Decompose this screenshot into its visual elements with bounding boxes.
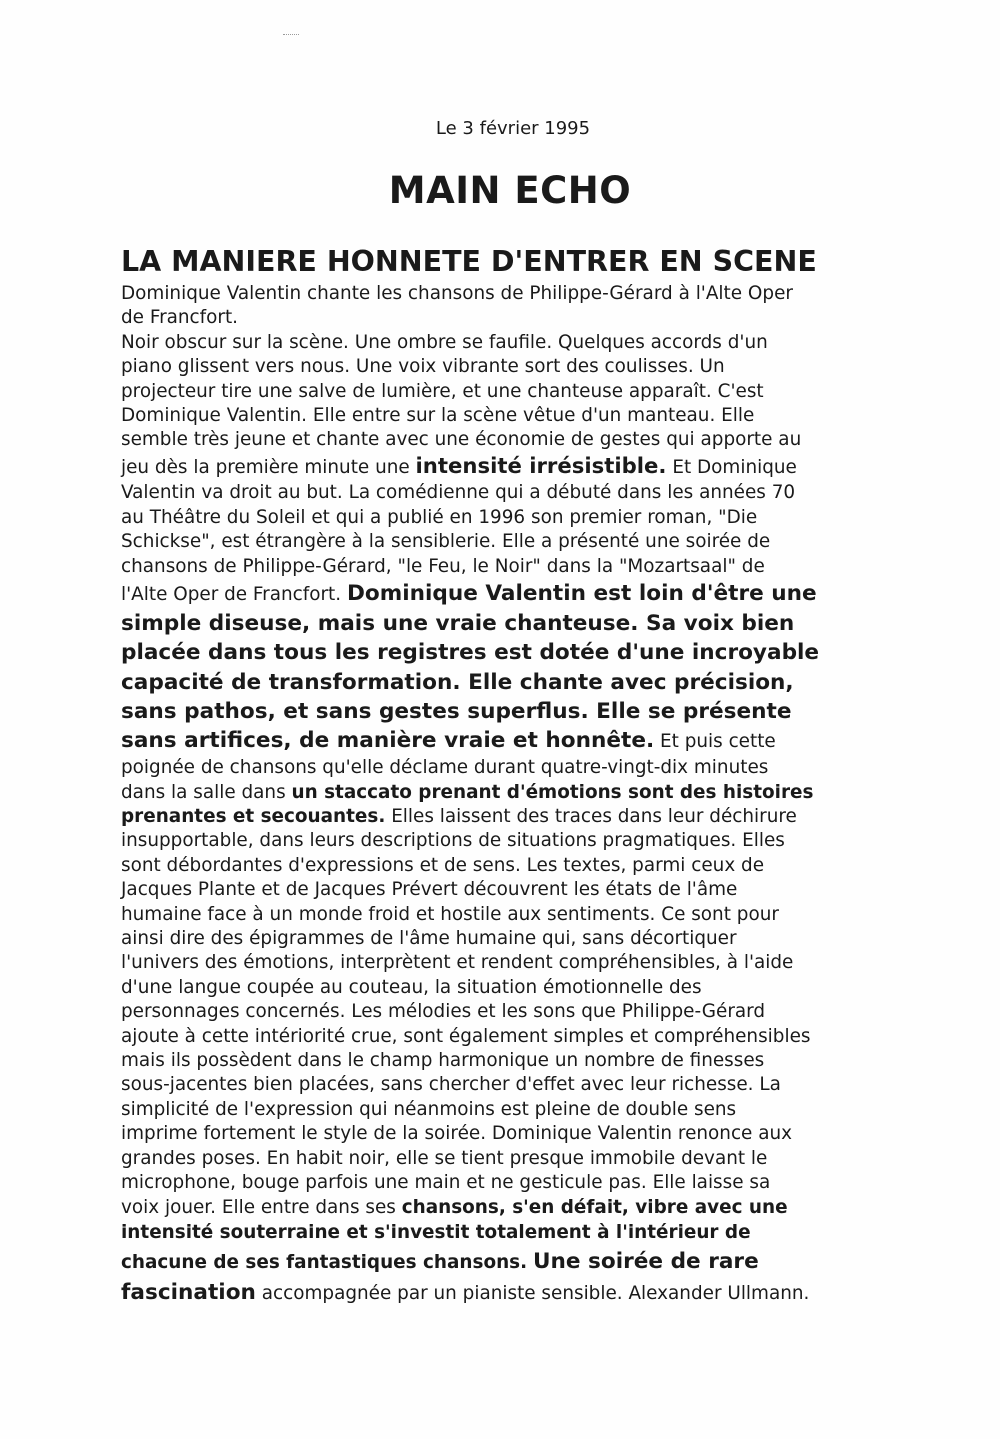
emphasis-text: intensité souterraine et s'investit totalement à l'intérieur de — [121, 1221, 751, 1243]
article-line: insupportable, dans leurs descriptions de situations pragmatiques. Elles — [121, 830, 785, 852]
article-line — [121, 1246, 911, 1278]
emphasis-text: sans pathos, et sans gestes superflus. Elle se présente — [121, 698, 792, 724]
article-body — [121, 282, 911, 1309]
article-line: sont débordantes d'expressions et de sens. Les textes, parmi ceux de — [121, 854, 765, 876]
article-line: chansons de Philippe-Gérard, "le Feu, le Noir" dans la "Mozartsaal" de — [121, 555, 765, 577]
publication-date: Le 3 février 1995 — [435, 118, 591, 139]
article-line: piano glissent vers nous. Une voix vibrante sort des coulisses. Un — [121, 356, 725, 378]
article-line — [121, 668, 911, 697]
article-line — [121, 697, 911, 726]
article-line: grandes poses. En habit noir, elle se tient presque immobile devant le — [121, 1147, 768, 1169]
emphasis-text: fascination — [121, 1280, 256, 1306]
emphasis-text: capacité de transformation. Elle chante avec précision, — [121, 669, 794, 695]
article-line: poignée de chansons qu'elle déclame durant quatre-vingt-dix minutes — [121, 757, 769, 779]
article-line: prenantes et secouantes. Elles laissent des traces dans leur déchirure — [121, 806, 797, 827]
article-line: Valentin va droit au but. La comédienne qui a débuté dans les années 70 — [121, 482, 796, 504]
article-line: Dominique Valentin chante les chansons de Philippe-Gérard à l'Alte Oper — [121, 283, 793, 304]
article-line: de Francfort. — [121, 307, 239, 329]
article-line: Noir obscur sur la scène. Une ombre se faufile. Quelques accords d'un — [121, 331, 768, 353]
newspaper-masthead: MAIN ECHO — [388, 169, 632, 212]
emphasis-text: sans artifices, de manière vraie et honnête. — [121, 727, 655, 753]
article-line: personnages concernés. Les mélodies et les sons que Philippe-Gérard — [121, 1001, 766, 1023]
article-line: Dominique Valentin. Elle entre sur la scène vêtue d'un manteau. Elle — [121, 405, 755, 427]
emphasis-text: simple diseuse, mais une vraie chanteuse. Sa voix bien — [121, 611, 795, 637]
emphasis-text: intensité irrésistible. — [415, 452, 667, 478]
article-line: jeu dès la première minute une intensité irrésistible. Et Dominique — [121, 452, 797, 478]
emphasis-text: prenantes et secouantes. — [121, 806, 386, 827]
article-line: semble très jeune et chante avec une économie de gestes qui apporte au — [121, 429, 802, 451]
article-line: mais ils possèdent dans le champ harmonique un nombre de finesses — [121, 1050, 765, 1072]
article-line: dans la salle dans un staccato prenant d'émotions sont des histoires — [121, 781, 814, 803]
article-line: simplicité de l'expression qui néanmoins est pleine de double sens — [121, 1098, 737, 1120]
article-line: Schickse", est étrangère à la sensiblerie. Elle a présenté une soirée de — [121, 531, 771, 553]
emphasis-text: Dominique Valentin est loin d'être une — [346, 580, 817, 606]
article-line: fascination accompagnée par un pianiste sensible. Alexander Ullmann. — [121, 1280, 810, 1306]
emphasis-text: un staccato prenant d'émotions sont des histoires — [291, 781, 814, 803]
article-line — [121, 1220, 911, 1247]
article-line: sous-jacentes bien placées, sans chercher d'effet avec leur richesse. La — [121, 1074, 781, 1096]
emphasis-text: chansons, s'en défait, vibre avec une — [401, 1196, 788, 1218]
article-line: ajoute à cette intériorité crue, sont également simples et compréhensibles — [121, 1025, 811, 1047]
emphasis-text: chacune de ses fantastiques chansons. — [121, 1252, 528, 1274]
article-line: ainsi dire des épigrammes de l'âme humaine qui, sans décortiquer — [121, 928, 737, 950]
emphasis-text: placée dans tous les registres est dotée d'une incroyable — [121, 640, 820, 666]
article-line: au Théâtre du Soleil et qui a publié en 1996 son premier roman, "Die — [121, 506, 758, 528]
article-line: imprime fortement le style de la soirée. Dominique Valentin renonce aux — [121, 1123, 793, 1145]
article-line: projecteur tire une salve de lumière, et une chanteuse apparaît. C'est — [121, 380, 764, 402]
article-line — [121, 609, 911, 638]
article-line: l'univers des émotions, interprètent et rendent compréhensibles, à l'aide — [121, 952, 794, 974]
scan-speck — [283, 34, 299, 37]
article-headline: LA MANIERE HONNETE D'ENTRER EN SCENE — [121, 245, 817, 278]
article-line: sans artifices, de manière vraie et honnête. Et puis cette — [121, 727, 776, 753]
article-line: Jacques Plante et de Jacques Prévert découvrent les états de l'âme — [121, 879, 738, 901]
article-line: voix jouer. Elle entre dans ses chansons, s'en défait, vibre avec une — [121, 1196, 788, 1218]
emphasis-text: Une soirée de rare — [532, 1249, 759, 1275]
article-line: l'Alte Oper de Francfort. Dominique Valentin est loin d'être une — [121, 580, 817, 606]
article-line: humaine face à un monde froid et hostile aux sentiments. Ce sont pour — [121, 903, 779, 925]
article-line: microphone, bouge parfois une main et ne gesticule pas. Elle laisse sa — [121, 1172, 771, 1194]
article-line — [121, 638, 911, 667]
article-line: d'une langue coupée au couteau, la situation émotionnelle des — [121, 976, 702, 998]
